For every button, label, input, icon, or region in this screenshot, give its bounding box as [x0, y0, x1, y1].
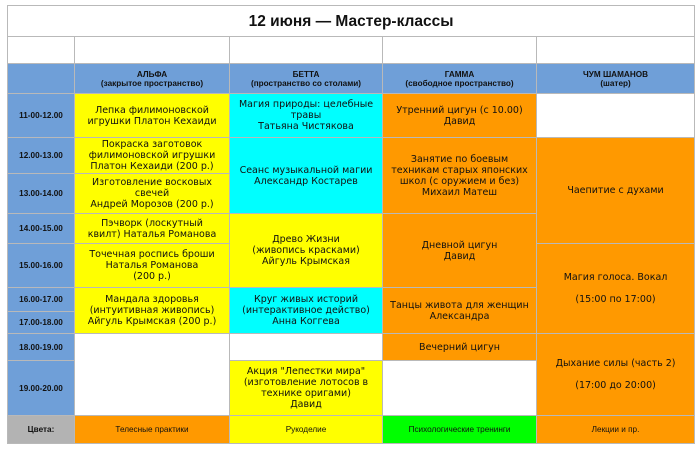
- column-header-betta: БЕТТА (пространство со столами): [230, 64, 383, 94]
- legend-psychology: Психологические тренинги: [383, 416, 537, 444]
- blank-cell: [537, 37, 695, 64]
- event-chum-2[interactable]: Магия голоса. Вокал (15:00 по 17:00): [537, 244, 695, 334]
- blank-cell: [75, 37, 230, 64]
- empty-slot: [230, 334, 383, 361]
- event-gamma-5[interactable]: Вечерний цигун: [383, 334, 537, 361]
- column-header-gamma: ГАММА (свободное пространство): [383, 64, 537, 94]
- corner-header: [8, 64, 75, 94]
- blank-cell: [383, 37, 537, 64]
- blank-cell: [8, 37, 75, 64]
- event-alfa-2[interactable]: Покраска заготовок филимоновской игрушки Платон Кехаиди (200 р.): [75, 138, 230, 174]
- time-slot: 19.00-20.00: [8, 361, 75, 416]
- event-chum-1[interactable]: Чаепитие с духами: [537, 138, 695, 244]
- time-slot: 17.00-18.00: [8, 312, 75, 334]
- event-betta-4[interactable]: Круг живых историй (интерактивное действо) Анна Коггева: [230, 288, 383, 334]
- legend-body-practices: Телесные практики: [75, 416, 230, 444]
- event-gamma-1[interactable]: Утренний цигун (с 10.00) Давид: [383, 94, 537, 138]
- time-slot: 11-00-12.00: [8, 94, 75, 138]
- event-betta-1[interactable]: Магия природы: целебные травы Татьяна Чистякова: [230, 94, 383, 138]
- time-slot: 15.00-16.00: [8, 244, 75, 288]
- schedule-table: [7, 5, 695, 444]
- page-title: 12 июня — Мастер-классы: [8, 6, 695, 37]
- event-betta-5[interactable]: Акция "Лепестки мира" (изготовление лотосов в технике оригами) Давид: [230, 361, 383, 416]
- event-betta-2[interactable]: Сеанс музыкальной магии Александр Костарев: [230, 138, 383, 214]
- time-slot: 16.00-17.00: [8, 288, 75, 312]
- legend-crafts: Рукоделие: [230, 416, 383, 444]
- legend-lectures: Лекции и пр.: [537, 416, 695, 444]
- empty-slot: [383, 361, 537, 416]
- event-gamma-3[interactable]: Дневной цигун Давид: [383, 214, 537, 288]
- event-alfa-4[interactable]: Пэчворк (лоскутный квилт) Наталья Романова: [75, 214, 230, 244]
- time-slot: 18.00-19.00: [8, 334, 75, 361]
- time-slot: 12.00-13.00: [8, 138, 75, 174]
- time-slot: 14.00-15.00: [8, 214, 75, 244]
- column-header-chum: ЧУМ ШАМАНОВ (шатер): [537, 64, 695, 94]
- empty-slot: [537, 94, 695, 138]
- legend-label: Цвета:: [8, 416, 75, 444]
- event-chum-3[interactable]: Дыхание силы (часть 2) (17:00 до 20:00): [537, 334, 695, 416]
- time-slot: 13.00-14.00: [8, 174, 75, 214]
- event-alfa-3[interactable]: Изготовление восковых свечей Андрей Морозов (200 р.): [75, 174, 230, 214]
- event-alfa-6[interactable]: Мандала здоровья (интуитивная живопись) Айгуль Крымская (200 р.): [75, 288, 230, 334]
- blank-cell: [230, 37, 383, 64]
- empty-slot: [75, 334, 230, 416]
- event-gamma-2[interactable]: Занятие по боевым техникам старых японских школ (с оружием и без) Михаил Матеш: [383, 138, 537, 214]
- column-header-alfa: АЛЬФА (закрытое пространство): [75, 64, 230, 94]
- event-gamma-4[interactable]: Танцы живота для женщин Александра: [383, 288, 537, 334]
- event-alfa-1[interactable]: Лепка филимоновской игрушки Платон Кехаиди: [75, 94, 230, 138]
- event-alfa-5[interactable]: Точечная роспись броши Наталья Романова (200 р.): [75, 244, 230, 288]
- event-betta-3[interactable]: Древо Жизни (живопись красками) Айгуль Крымская: [230, 214, 383, 288]
